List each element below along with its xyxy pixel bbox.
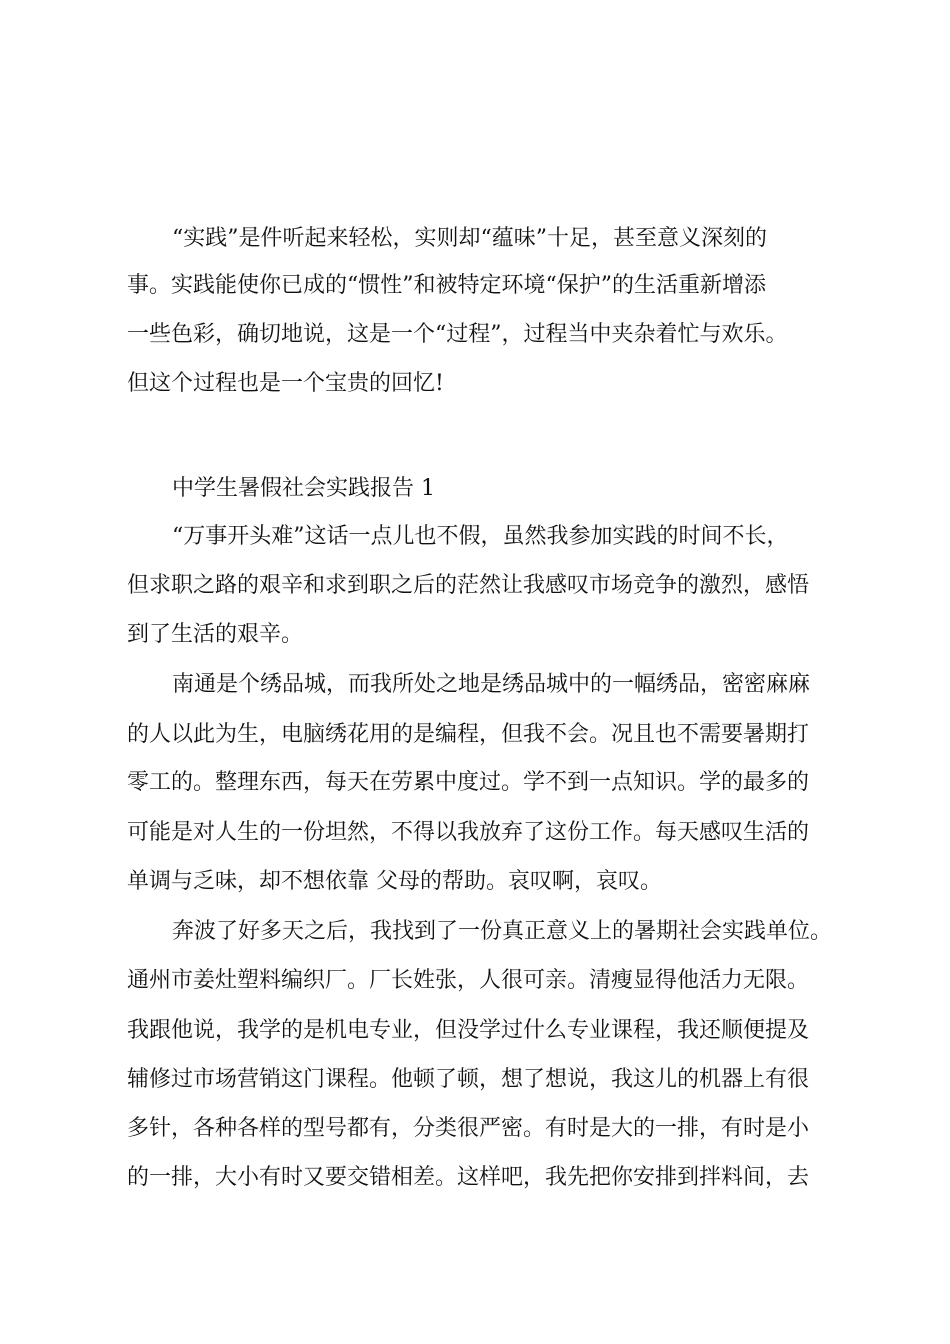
intro-line-1: “实践”是件听起来轻松，实则却“蕴味”十足，甚至意义深刻的 xyxy=(172,226,767,251)
intro-line-4: 但这个过程也是一个宝贵的回忆! xyxy=(127,371,444,396)
paragraph3-line-6: 的一排，大小有时又要交错相差。这样吧，我先把你安排到拌料间，去 xyxy=(127,1165,810,1190)
paragraph2-line-2: 的人以此为生，电脑绣花用的是编程，但我不会。况且也不需要暑期打 xyxy=(127,722,810,747)
section-heading: 中学生暑假社会实践报告 1 xyxy=(172,476,435,501)
paragraph3-line-1: 奔波了好多天之后，我找到了一份真正意义上的暑期社会实践单位。 xyxy=(172,919,833,944)
paragraph3-line-4: 辅修过市场营销这门课程。他顿了顿，想了想说，我这儿的机器上有很 xyxy=(127,1067,810,1092)
paragraph3-line-2: 通州市姜灶塑料编织厂。厂长姓张，人很可亲。清瘦显得他活力无限。 xyxy=(127,968,810,993)
intro-line-3: 一些色彩，确切地说，这是一个“过程”，过程当中夹杂着忙与欢乐。 xyxy=(127,322,788,347)
paragraph1-line-2: 但求职之路的艰辛和求到职之后的茫然让我感叹市场竞争的激烈，感悟 xyxy=(127,573,810,598)
paragraph2-line-3: 零工的。整理东西，每天在劳累中度过。学不到一点知识。学的最多的 xyxy=(127,770,810,795)
paragraph2-line-1: 南通是个绣品城，而我所处之地是绣品城中的一幅绣品，密密麻麻 xyxy=(172,672,811,697)
paragraph3-line-3: 我跟他说，我学的是机电专业，但没学过什么专业课程，我还顺便提及 xyxy=(127,1018,810,1043)
paragraph1-line-3: 到了生活的艰辛。 xyxy=(127,622,304,647)
paragraph2-line-5: 单调与乏味，却不想依靠 父母的帮助。哀叹啊，哀叹。 xyxy=(127,869,662,894)
intro-line-2: 事。实践能使你已成的“惯性”和被特定环境“保护”的生活重新增添 xyxy=(127,273,766,298)
paragraph3-line-5: 多针，各种各样的型号都有，分类很严密。有时是大的一排，有时是小 xyxy=(127,1116,810,1141)
paragraph1-line-1: “万事开头难”这话一点儿也不假，虽然我参加实践的时间不长， xyxy=(172,524,789,549)
paragraph2-line-4: 可能是对人生的一份坦然，不得以我放弃了这份工作。每天感叹生活的 xyxy=(127,820,810,845)
